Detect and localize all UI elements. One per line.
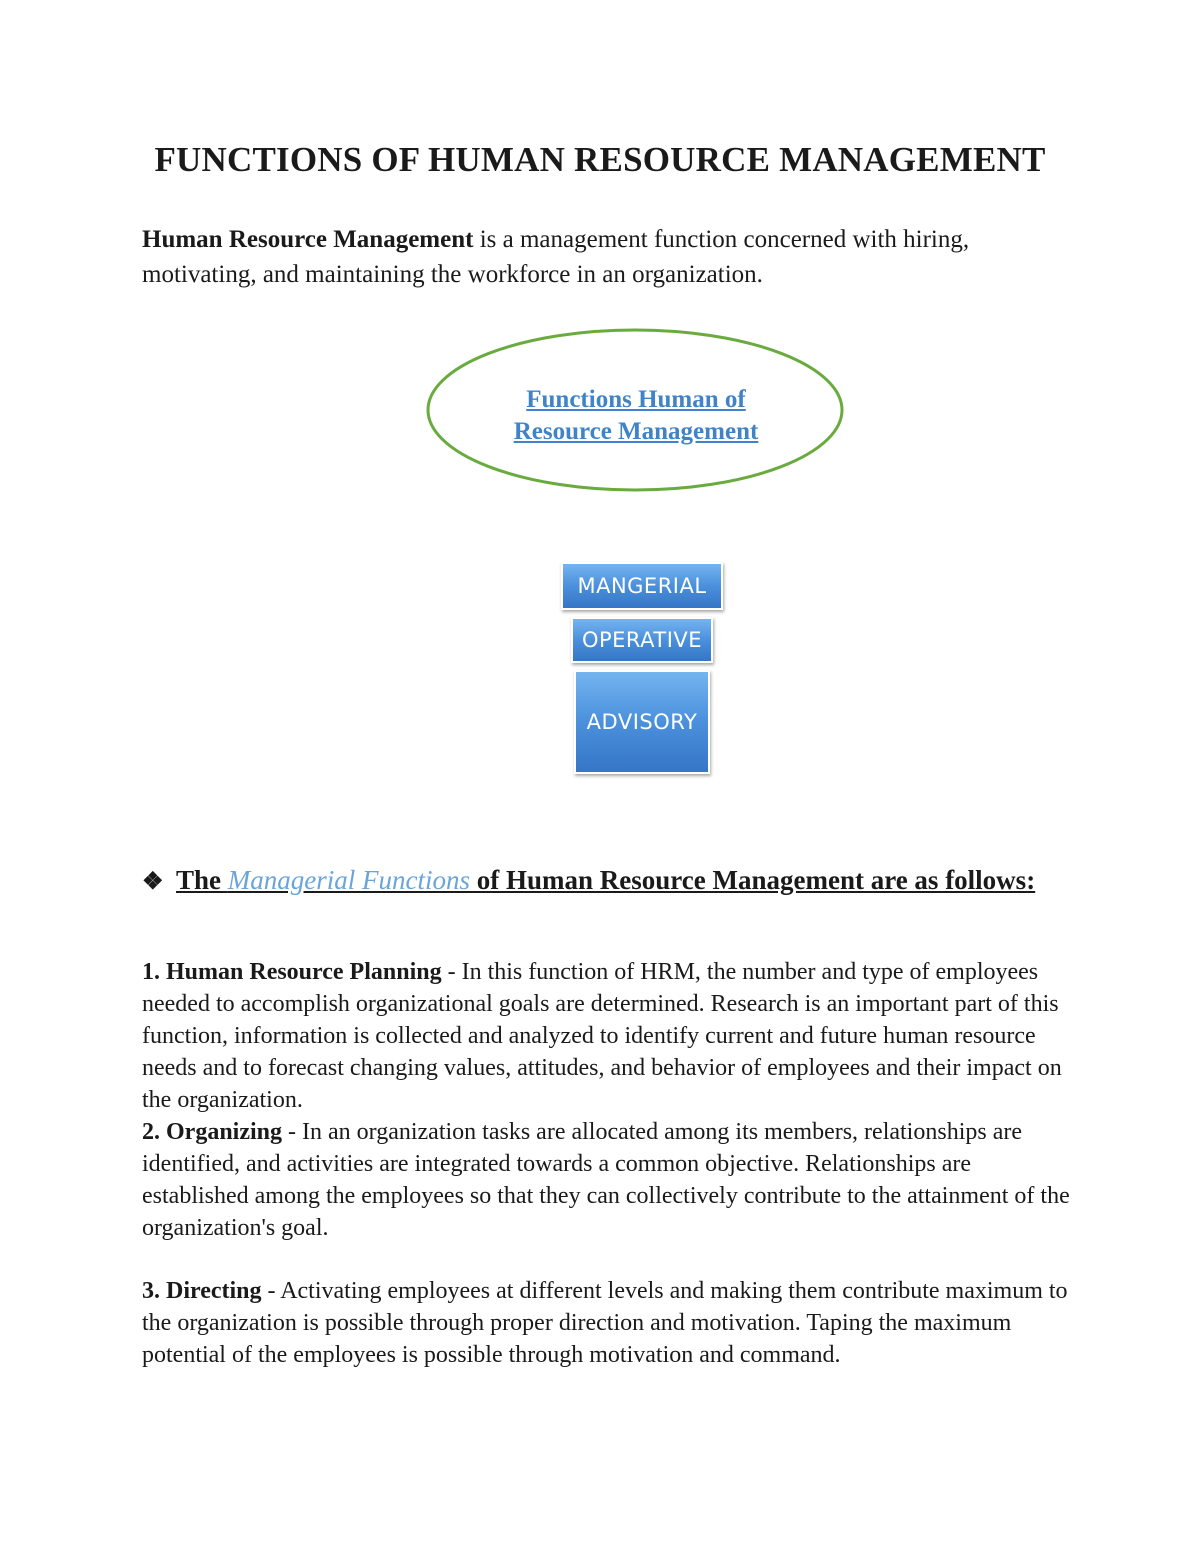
item-2-heading	[142, 1119, 282, 1145]
item-2-text: - In an organization tasks are allocated among its members, relationships are identified, and activities are integrated towards a common objective. Relationships are established among the employees so that they can collectively contribute to the attainment of the organization's goal.	[142, 1119, 1070, 1241]
item-3-number: 3.	[142, 1278, 160, 1304]
item-2-number: 2.	[142, 1119, 160, 1145]
item-2-term: Organizing	[166, 1119, 283, 1145]
intro-text: is a management function concerned with hiring, motivating, and maintaining the workforce in an organization.	[142, 226, 970, 288]
oval-label-line-1: Functions Human of	[526, 386, 746, 413]
item-3-term: Directing	[166, 1278, 262, 1304]
managerial-functions-link[interactable]: Managerial Functions	[227, 865, 470, 895]
item-1-number: 1.	[142, 959, 160, 985]
heading-suffix: of Human Resource Management are as follows:	[470, 865, 1036, 895]
box-operative: OPERATIVE	[571, 617, 713, 663]
oval-label-line-2: Resource Management	[513, 418, 759, 445]
page-title: FUNCTIONS OF HUMAN RESOURCE MANAGEMENT	[154, 140, 1046, 179]
diagram-oval-label	[430, 384, 842, 448]
list-item-1	[142, 956, 1072, 1116]
intro-term: Human Resource Management	[142, 226, 474, 253]
item-3-heading	[142, 1278, 262, 1304]
box-advisory: ADVISORY	[574, 670, 710, 774]
item-1-text: - In this function of HRM, the number and type of employees needed to accomplish organizational goals are determined. Research is an important part of this function, information is collected and analyzed to identify current and future human resource needs and to forecast changing values, attitudes, and behavior of employees and their impact on the organization.	[142, 959, 1062, 1113]
list-item-2	[142, 1116, 1072, 1244]
heading-prefix: The	[176, 865, 228, 895]
list-item-3	[142, 1275, 1072, 1371]
intro-paragraph	[142, 222, 1082, 292]
item-3-text: - Activating employees at different levels and making them contribute maximum to the organization is possible through proper direction and motivation. Taping the maximum potential of the employees is possible through motivation and command.	[142, 1278, 1068, 1368]
box-managerial: MANGERIAL	[561, 562, 723, 610]
section-heading	[142, 862, 1072, 898]
diamond-bullet-icon: ❖	[142, 869, 164, 895]
item-1-term: Human Resource Planning	[166, 959, 442, 985]
item-1-heading	[142, 959, 442, 985]
section-heading-text	[176, 862, 1072, 898]
